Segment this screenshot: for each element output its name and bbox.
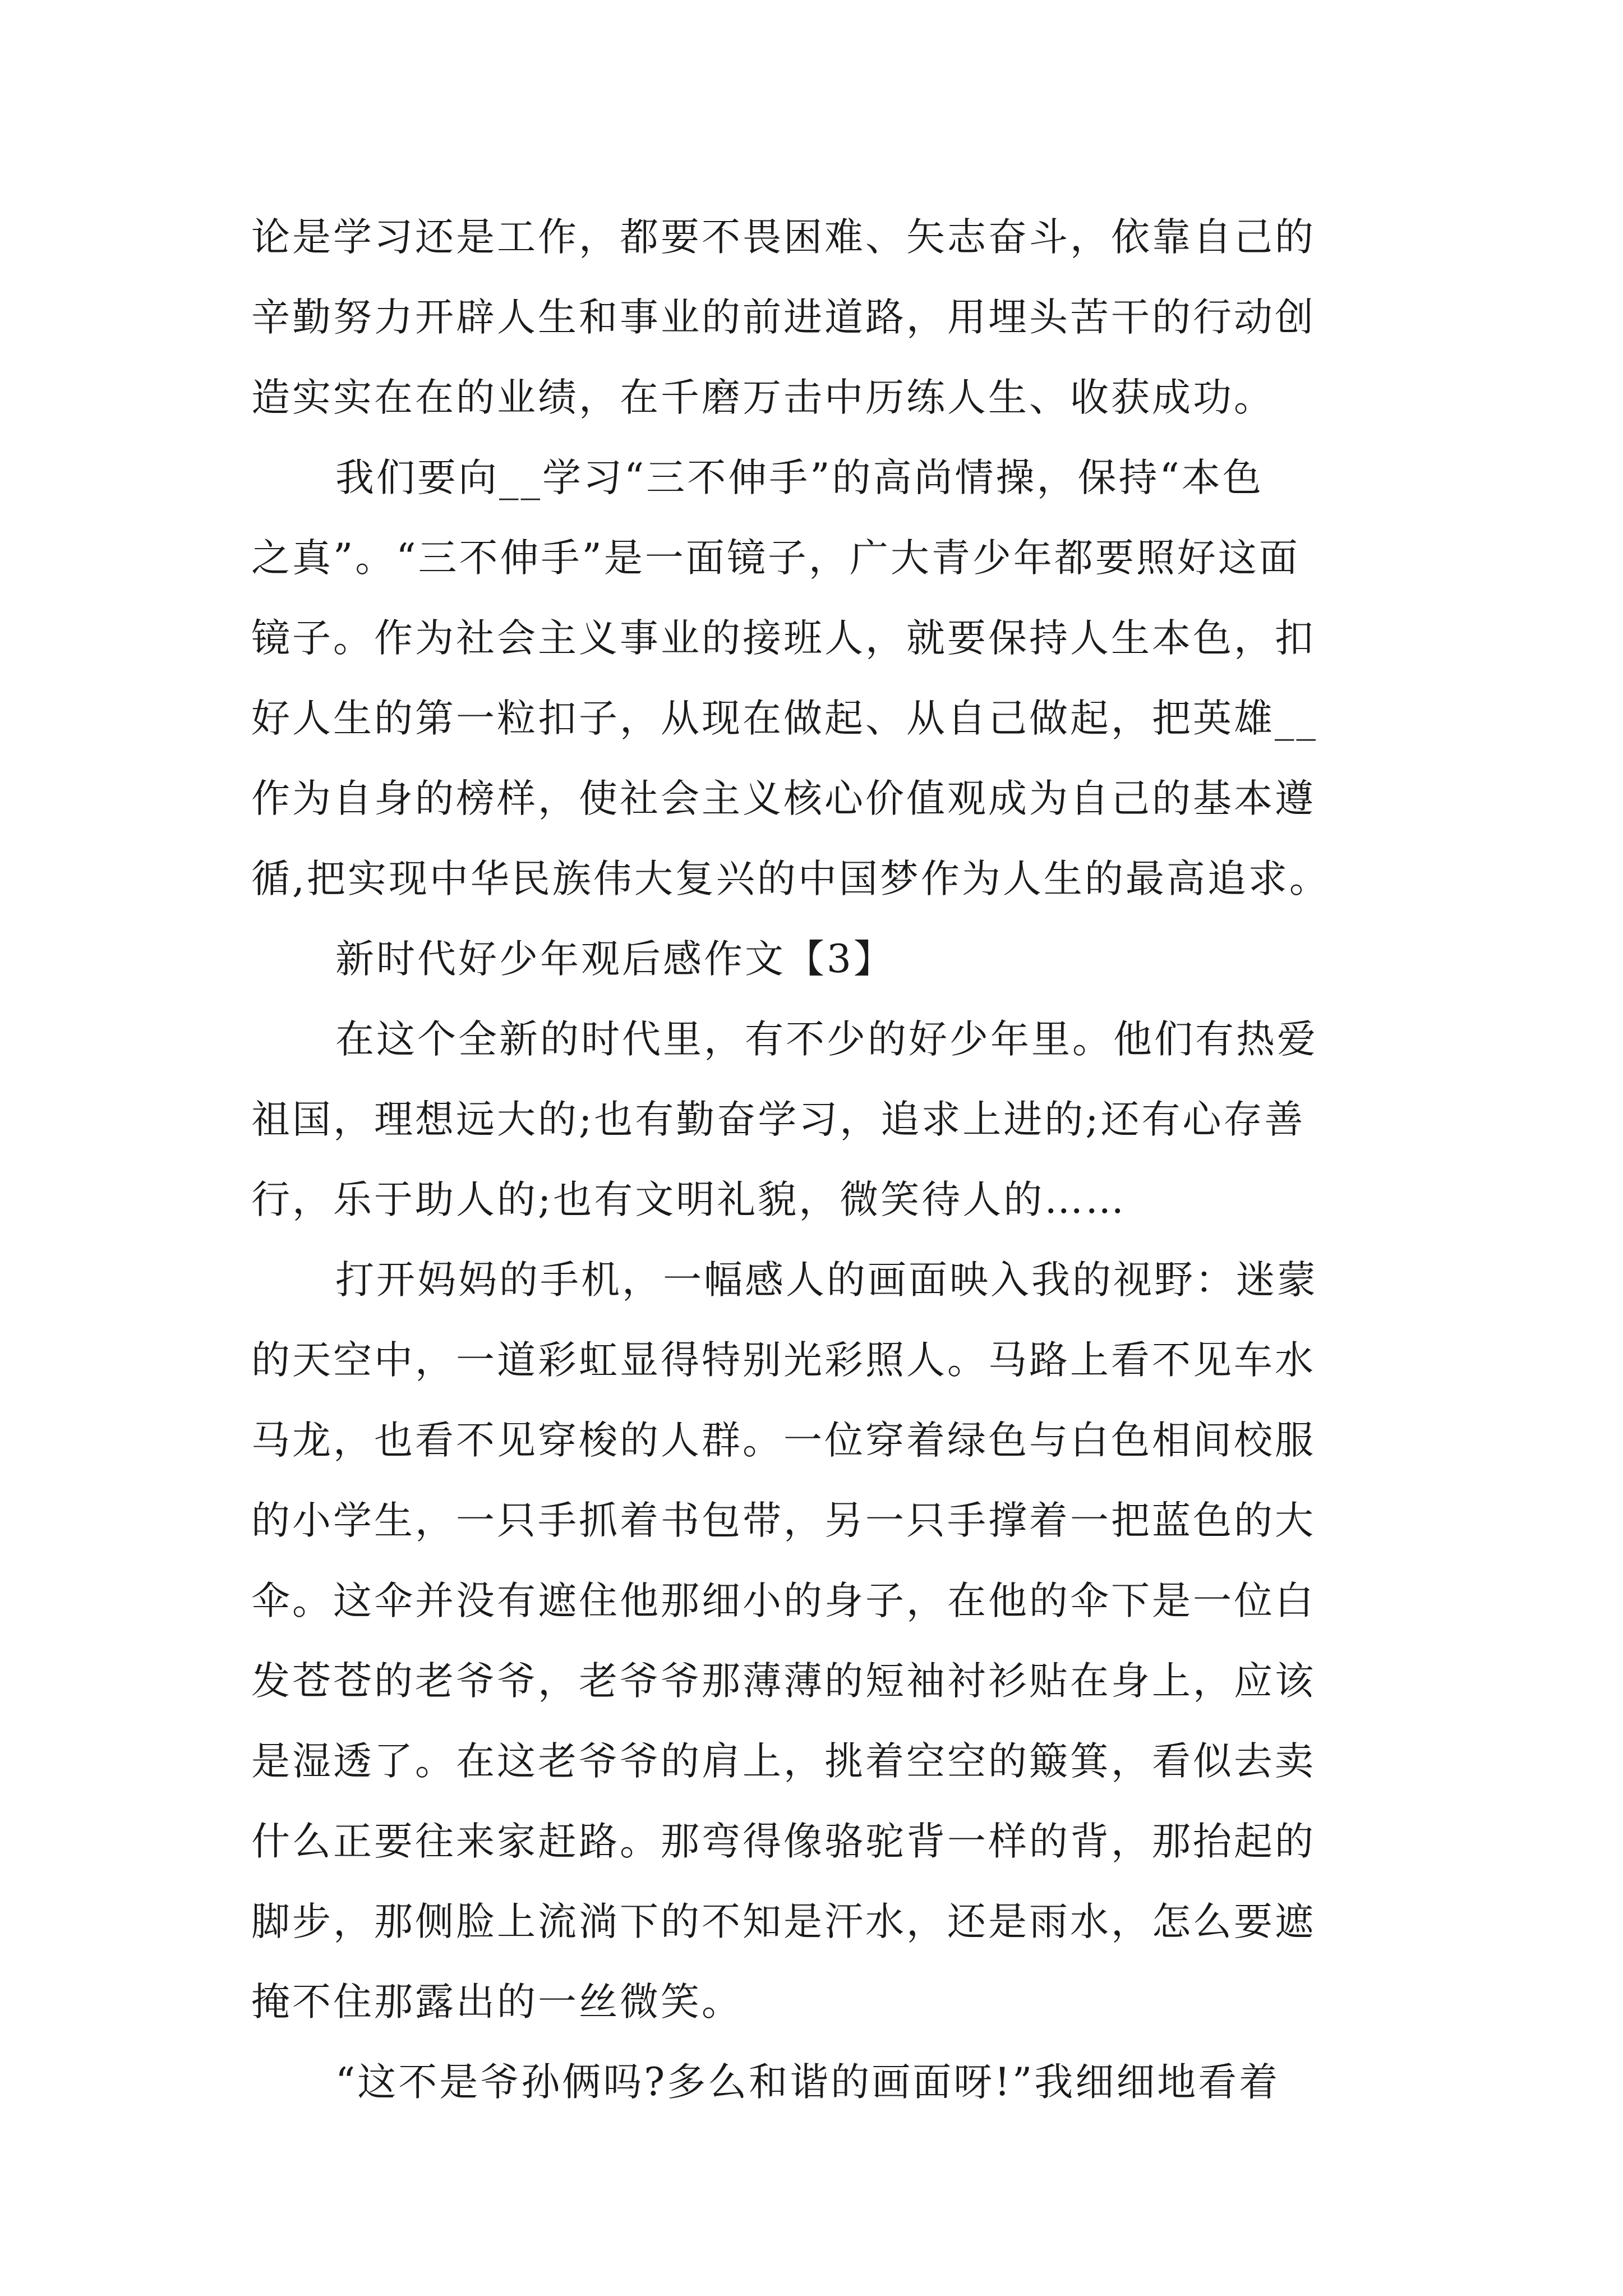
- text-line: 之真”。“三不伸手”是一面镜子，广大青少年都要照好这面: [251, 536, 1300, 581]
- section-heading: 新时代好少年观后感作文【3】: [335, 937, 895, 982]
- paragraph-start-line: 我们要向__学习“三不伸手”的高尚情操，保持“本色: [335, 455, 1264, 500]
- text-line: 行，乐于助人的;也有文明礼貌，微笑待人的……: [251, 1177, 1127, 1222]
- text-line: 论是学习还是工作，都要不畏困难、矢志奋斗，依靠自己的: [251, 215, 1316, 260]
- paragraph-start-line: “这不是爷孙俩吗?多么和谐的画面呀!”我细细地看着: [335, 2060, 1280, 2105]
- text-line: 伞。这伞并没有遮住他那细小的身子，在他的伞下是一位白: [251, 1579, 1316, 1623]
- text-line: 循,把实现中华民族伟大复兴的中国梦作为人生的最高追求。: [251, 857, 1330, 901]
- text-line: 马龙，也看不见穿梭的人群。一位穿着绿色与白色相间校服: [251, 1418, 1316, 1463]
- text-line: 祖国，理想远大的;也有勤奋学习，追求上进的;还有心存善: [251, 1097, 1306, 1142]
- text-line: 造实实在在的业绩，在千磨万击中历练人生、收获成功。: [251, 375, 1275, 420]
- paragraph-start-line: 在这个全新的时代里，有不少的好少年里。他们有热爱: [335, 1017, 1318, 1062]
- text-line: 脚步，那侧脸上流淌下的不知是汗水，还是雨水，怎么要遮: [251, 1899, 1316, 1944]
- text-line: 掩不住那露出的一丝微笑。: [251, 1980, 743, 2024]
- text-line: 镜子。作为社会主义事业的接班人，就要保持人生本色，扣: [251, 616, 1316, 661]
- text-line: 发苍苍的老爷爷，老爷爷那薄薄的短袖衬衫贴在身上，应该: [251, 1659, 1316, 1704]
- document-body: [251, 197, 1384, 2123]
- text-line: 的小学生，一只手抓着书包带，另一只手撑着一把蓝色的大: [251, 1498, 1316, 1543]
- text-line: 的天空中，一道彩虹显得特别光彩照人。马路上看不见车水: [251, 1338, 1316, 1383]
- paragraph-start-line: 打开妈妈的手机，一幅感人的画面映入我的视野：迷蒙: [335, 1258, 1318, 1303]
- text-line: 什么正要往来家赶路。那弯得像骆驼背一样的背，那抬起的: [251, 1819, 1316, 1864]
- text-line: 作为自身的榜样，使社会主义核心价值观成为自己的基本遵: [251, 776, 1316, 821]
- text-line: 是湿透了。在这老爷爷的肩上，挑着空空的簸箕，看似去卖: [251, 1739, 1316, 1784]
- text-line: 辛勤努力开辟人生和事业的前进道路，用埋头苦干的行动创: [251, 295, 1316, 340]
- text-line: 好人生的第一粒扣子，从现在做起、从自己做起，把英雄__: [251, 696, 1318, 741]
